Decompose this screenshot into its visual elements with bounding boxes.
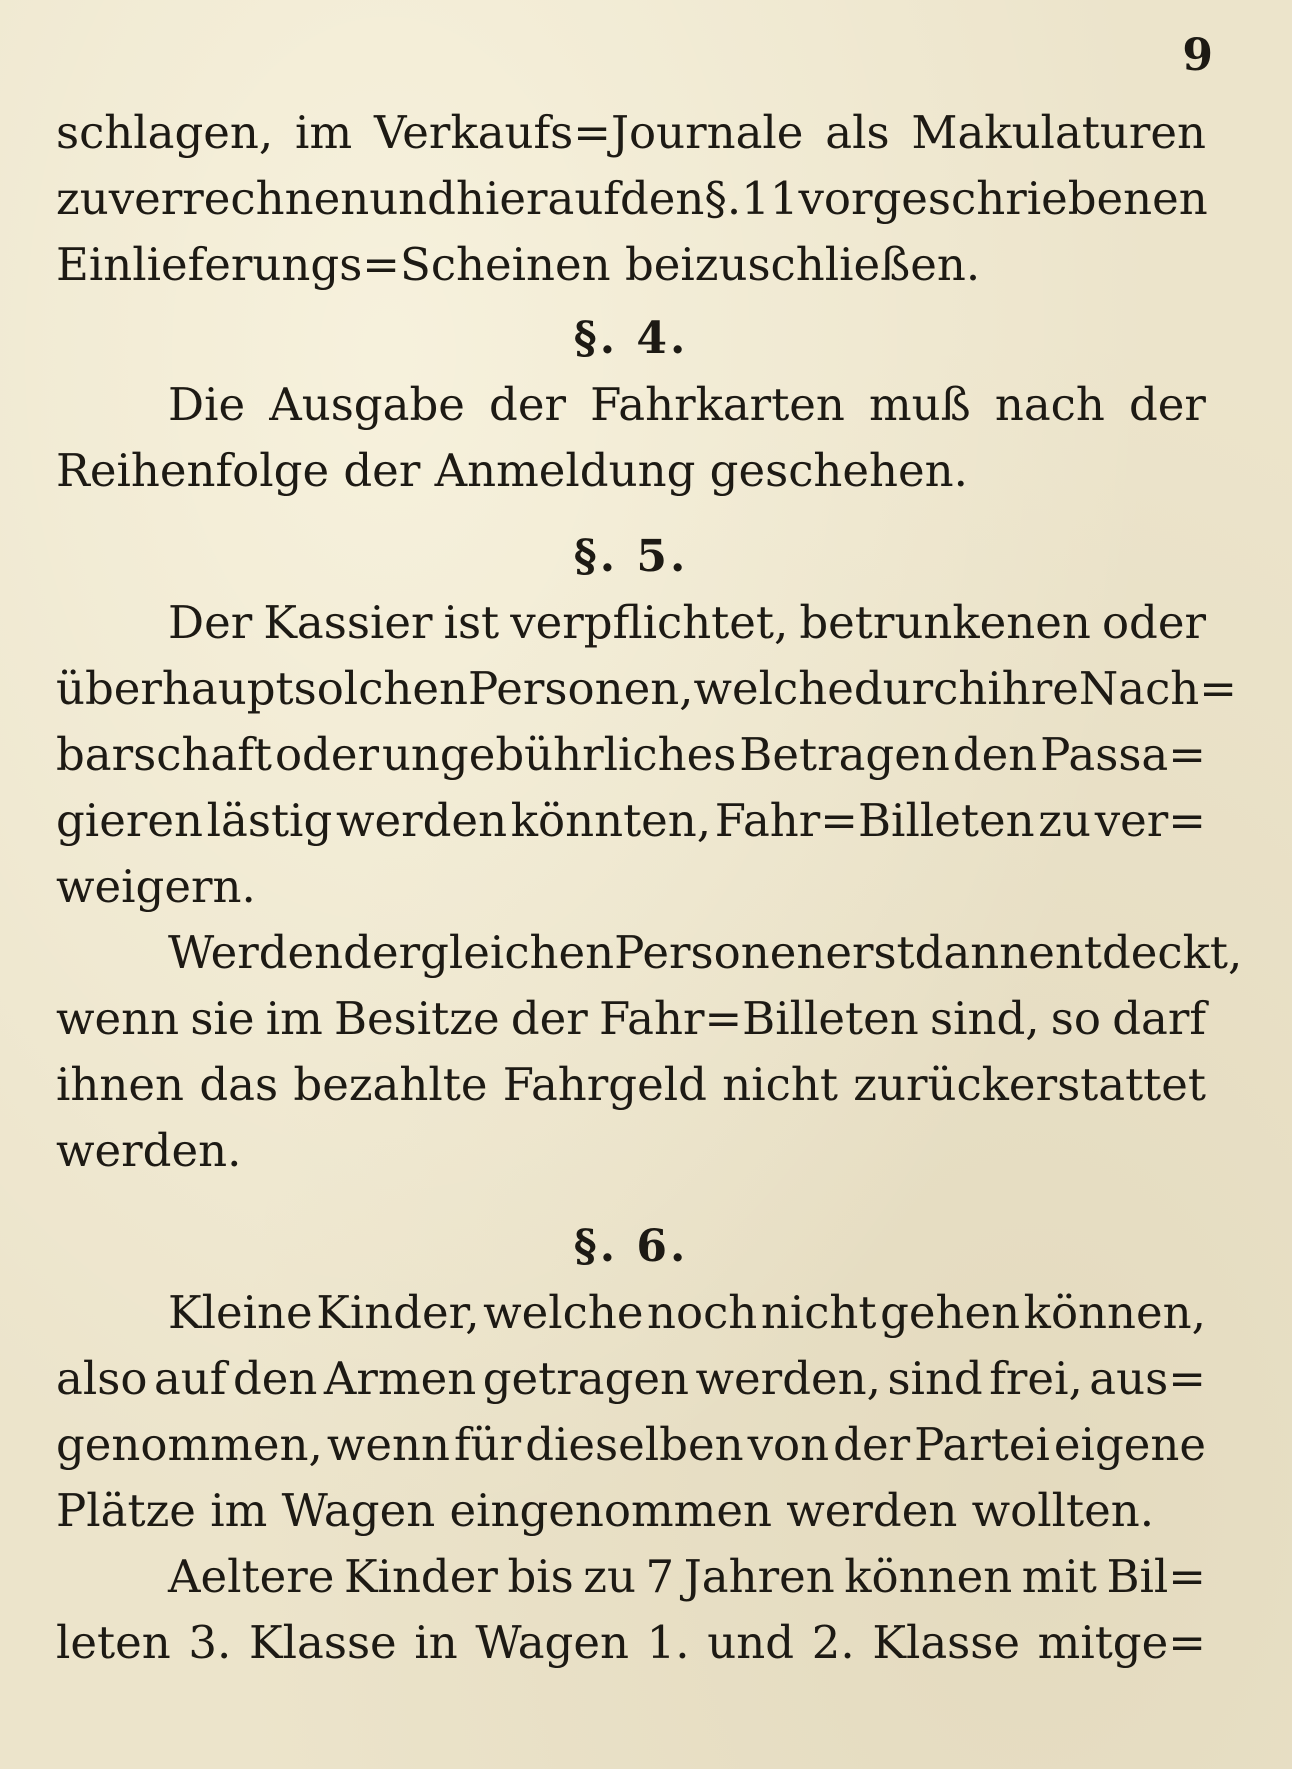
word: aus= xyxy=(1089,1352,1206,1405)
text-line xyxy=(56,372,1206,438)
text-line xyxy=(56,1052,1206,1118)
word: Passa= xyxy=(1040,728,1206,781)
word: dann xyxy=(914,926,1029,979)
text-line: weigern. xyxy=(56,860,256,913)
word: durch xyxy=(853,662,988,715)
word: entdeckt, xyxy=(1028,926,1243,979)
word: sind xyxy=(887,1352,983,1405)
text-line xyxy=(56,1610,1206,1676)
word: erst xyxy=(825,926,915,979)
word: barschaft xyxy=(56,728,272,781)
word: solchen xyxy=(293,662,468,715)
word: können xyxy=(844,1550,1013,1603)
word: wenn xyxy=(326,1418,450,1471)
word: der xyxy=(489,378,566,431)
word: Bil= xyxy=(1106,1550,1206,1603)
section-heading-4: §. 4. xyxy=(573,313,689,364)
word: ist xyxy=(443,596,500,649)
word: ihre xyxy=(987,662,1079,715)
text-line xyxy=(56,788,1206,854)
word: bis xyxy=(507,1550,574,1603)
text-line xyxy=(56,1412,1206,1478)
word: und xyxy=(369,172,456,225)
word: Makulaturen xyxy=(911,106,1206,159)
text-line xyxy=(56,590,1206,656)
word: sie xyxy=(190,992,255,1045)
word: Armen xyxy=(323,1352,477,1405)
word: frei, xyxy=(989,1352,1083,1405)
word: 1. xyxy=(646,1616,690,1669)
text-line: Einlieferungs=Scheinen beizuschließen. xyxy=(56,238,981,291)
word: muß xyxy=(869,378,971,431)
word: ihnen xyxy=(56,1058,184,1111)
word: also xyxy=(56,1352,148,1405)
word: Kleine xyxy=(168,1286,313,1339)
word: den xyxy=(232,1352,318,1405)
text-line xyxy=(56,722,1206,788)
body-text xyxy=(56,100,1243,1676)
word: überhaupt xyxy=(56,662,294,715)
word: welche xyxy=(483,1286,644,1339)
word: welche xyxy=(693,662,854,715)
word: Klasse xyxy=(872,1616,1020,1669)
word: darf xyxy=(1112,992,1206,1045)
word: nicht xyxy=(722,1058,838,1111)
word: Fahr=Billeten xyxy=(598,992,919,1045)
word: Kinder, xyxy=(316,1286,480,1339)
word: verpflichtet, xyxy=(510,596,789,649)
word: mit xyxy=(1021,1550,1097,1603)
word: im xyxy=(295,106,353,159)
word: im xyxy=(265,992,323,1045)
text-line: werden. xyxy=(56,1124,242,1177)
word: zu xyxy=(583,1550,636,1603)
text-line xyxy=(56,1280,1206,1346)
word: Ausgabe xyxy=(269,378,465,431)
word: Besitze xyxy=(333,992,500,1045)
word: Betragen xyxy=(739,728,950,781)
word: Fahrkarten xyxy=(590,378,845,431)
section-heading-6: §. 6. xyxy=(573,1221,689,1272)
word: dergleichen xyxy=(343,926,615,979)
word: Fahrgeld xyxy=(502,1058,707,1111)
word: Werden xyxy=(168,926,344,979)
text-line: Reihenfolge der Anmeldung geschehen. xyxy=(56,444,968,497)
word: der xyxy=(510,992,588,1045)
word: noch xyxy=(647,1286,758,1339)
word: Kassier xyxy=(263,596,433,649)
word: Aeltere xyxy=(168,1550,335,1603)
word: 3. xyxy=(188,1616,232,1669)
section-6-paragraph-2 xyxy=(56,1544,1206,1676)
word: wenn xyxy=(56,992,180,1045)
word: getragen xyxy=(482,1352,689,1405)
word: nicht xyxy=(760,1286,877,1339)
word: nach xyxy=(994,378,1105,431)
word: 11 xyxy=(741,172,799,225)
word: werden, xyxy=(695,1352,881,1405)
word: den xyxy=(952,728,1038,781)
word: betrunkenen xyxy=(799,596,1091,649)
text-line xyxy=(56,166,1206,232)
word: zurückerstattet xyxy=(853,1058,1206,1111)
word: könnten, xyxy=(510,794,712,847)
word: sind, xyxy=(929,992,1040,1045)
word: hierauf xyxy=(455,172,620,225)
section-5-paragraph-2 xyxy=(56,920,1243,1184)
word: Personen, xyxy=(468,662,694,715)
word: und xyxy=(707,1616,795,1669)
section-5-paragraph-1 xyxy=(56,590,1237,920)
word: Partei xyxy=(914,1418,1050,1471)
word: bezahlte xyxy=(293,1058,488,1111)
word: Klasse xyxy=(249,1616,397,1669)
word: Verkaufs=Journale xyxy=(373,106,804,159)
word: genommen, xyxy=(56,1418,323,1471)
section-heading-5: §. 5. xyxy=(573,531,689,582)
word: werden xyxy=(335,794,508,847)
word: in xyxy=(414,1616,458,1669)
word: oder xyxy=(1101,596,1206,649)
word: Jahren xyxy=(683,1550,835,1603)
word: zu xyxy=(1038,794,1091,847)
word: 2. xyxy=(811,1616,855,1669)
text-line xyxy=(56,100,1206,166)
word: können, xyxy=(1023,1286,1206,1339)
word: gehen xyxy=(880,1286,1021,1339)
word: auf xyxy=(153,1352,227,1405)
word: den xyxy=(619,172,705,225)
text-line xyxy=(56,1346,1206,1412)
word: dieselben xyxy=(525,1418,744,1471)
word: zu xyxy=(56,172,109,225)
word: vorgeschriebenen xyxy=(798,172,1208,225)
text-line xyxy=(56,920,1243,986)
word: schlagen, xyxy=(56,106,274,159)
word: mitge= xyxy=(1037,1616,1206,1669)
word: Wagen xyxy=(475,1616,629,1669)
page-number: 9 xyxy=(1182,30,1214,81)
word: Nach= xyxy=(1078,662,1237,715)
word: als xyxy=(825,106,890,159)
text-line xyxy=(56,986,1206,1052)
word: das xyxy=(199,1058,279,1111)
word: §. xyxy=(704,172,742,225)
word: lästig xyxy=(206,794,333,847)
section-4-paragraph xyxy=(56,372,1206,504)
word: der xyxy=(833,1418,911,1471)
word: oder xyxy=(274,728,379,781)
word: Kinder xyxy=(343,1550,498,1603)
word: Die xyxy=(168,378,246,431)
section-6-paragraph-1 xyxy=(56,1280,1206,1544)
word: Personen xyxy=(614,926,826,979)
word: eigene xyxy=(1053,1418,1206,1471)
word: 7 xyxy=(645,1550,675,1603)
intro-paragraph xyxy=(56,100,1206,298)
word: gieren xyxy=(56,794,203,847)
word: ungebührliches xyxy=(381,728,737,781)
word: der xyxy=(1128,378,1206,431)
text-line xyxy=(56,1544,1206,1610)
word: für xyxy=(454,1418,522,1471)
word: so xyxy=(1050,992,1101,1045)
text-line xyxy=(56,656,1237,722)
word: von xyxy=(747,1418,830,1471)
word: Fahr=Billeten xyxy=(714,794,1035,847)
word: Der xyxy=(168,596,253,649)
word: ver= xyxy=(1094,794,1206,847)
text-line: Plätze im Wagen eingenommen werden wollten. xyxy=(56,1484,1155,1537)
word: leten xyxy=(56,1616,171,1669)
word: verrechnen xyxy=(108,172,370,225)
